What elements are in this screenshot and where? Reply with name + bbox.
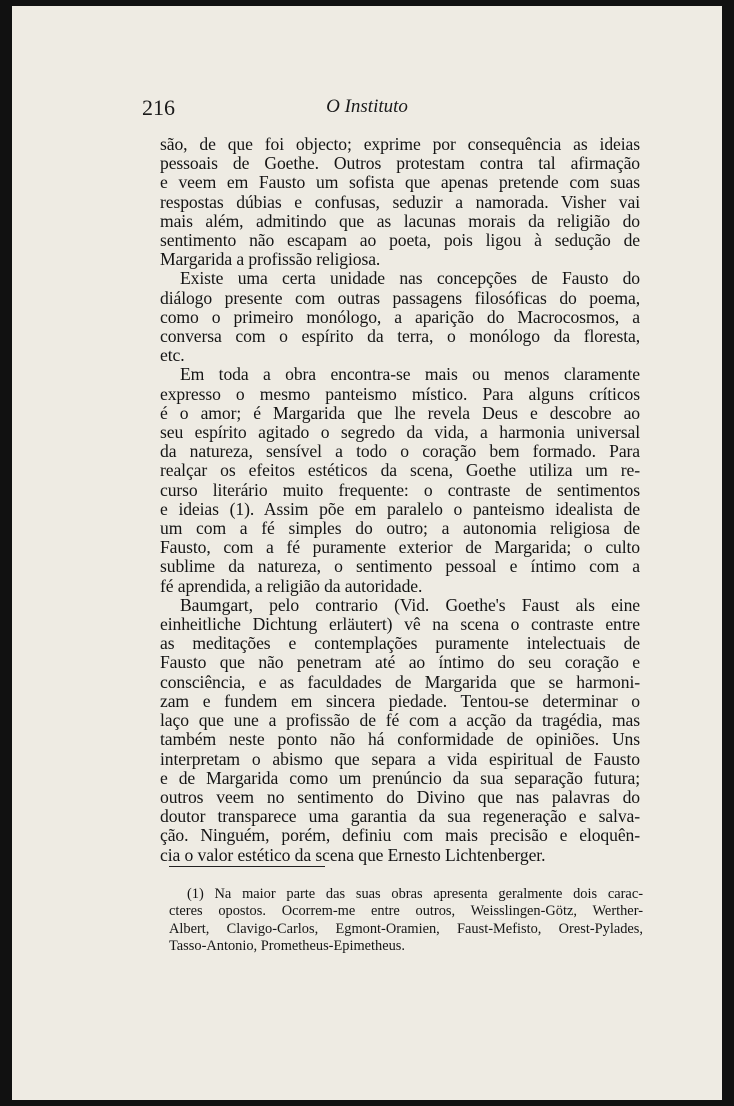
footnote-line: (1) Na maior parte das suas obras apresenta geralmente dois carac- [187, 886, 643, 902]
body-line: sublime da natureza, o sentimento pessoal e íntimo com a [160, 556, 640, 577]
body-line: laço que une a profissão de fé com a acção da tragédia, mas [160, 710, 640, 731]
running-title: O Instituto [326, 96, 408, 117]
footnote-line: Albert, Clavigo-Carlos, Egmont-Oramien, Faust-Mefisto, Orest-Pylades, [169, 920, 643, 937]
body-line: interpretam o abismo que separa a vida espiritual de Fausto [160, 748, 640, 769]
body-line: também neste ponto não há conformidade de opiniões. Uns [160, 729, 640, 750]
body-line: e ideias (1). Assim põe em paralelo o panteismo idealista de [160, 498, 640, 519]
body-line: einheitliche Dichtung erläutert) vê na scena o contraste entre [160, 614, 640, 635]
body-line: e veem em Fausto um sofista que apenas pretende com suas [160, 172, 640, 193]
body-line: é o amor; é Margarida que lhe revela Deus e descobre ao [160, 402, 640, 423]
footnote-rule [169, 866, 325, 867]
body-line: expresso o mesmo panteismo místico. Para alguns críticos [160, 383, 640, 404]
book-page [12, 6, 722, 1100]
body-line: da natureza, sensível a todo o coração bem formado. Para [160, 441, 640, 462]
body-line: zam e fundem em sincera piedade. Tentou-se determinar o [160, 690, 640, 711]
body-line: sentimento não escapam ao poeta, pois ligou à sedução de [160, 230, 640, 251]
body-line: um com a fé simples do outro; a autonomia religiosa de [160, 518, 640, 539]
footnote-line: cteres opostos. Ocorrem-me entre outros, Weisslingen-Götz, Werther- [169, 903, 643, 920]
body-line: fé aprendida, a religião da autoridade. [160, 575, 423, 596]
body-line: mais além, admitindo que as lacunas morais da religião do [160, 210, 640, 231]
body-line: respostas dúbias e confusas, seduzir a namorada. Visher vai [160, 191, 640, 212]
body-line: diálogo presente com outras passagens filosóficas do poema, [160, 287, 640, 308]
body-line: como o primeiro monólogo, a aparição do Macrocosmos, a [160, 306, 640, 327]
body-line: as meditações e contemplações puramente intelectuais de [160, 633, 640, 654]
body-line: outros veem no sentimento do Divino que nas palavras do [160, 786, 640, 807]
body-line: Existe uma certa unidade nas concepções de Fausto do [180, 268, 640, 289]
body-line: Margarida a profissão religiosa. [160, 249, 381, 270]
body-line: etc. [160, 345, 185, 366]
body-line: Fausto, com a fé puramente exterior de Margarida; o culto [160, 537, 640, 558]
body-line: pessoais de Goethe. Outros protestam contra tal afirmação [160, 153, 640, 174]
body-line: consciência, e as faculdades de Margarida que se harmoni- [160, 671, 640, 692]
body-line: conversa com o espírito da terra, o monólogo da floresta, [160, 326, 640, 347]
footnote-line: Tasso-Antonio, Prometheus-Epimetheus. [169, 937, 406, 954]
body-text [160, 135, 640, 865]
body-line: doutor transparece uma garantia da sua regeneração e salva- [160, 806, 640, 827]
page-header [12, 95, 722, 123]
body-line: seu espírito agitado o segredo da vida, a harmonia universal [160, 422, 640, 443]
body-line: ção. Ninguém, porém, definiu com mais precisão e eloquên- [160, 825, 640, 846]
body-line: e de Margarida como um prenúncio da sua separação futura; [160, 767, 640, 788]
page-number: 216 [142, 95, 175, 120]
body-line: Em toda a obra encontra-se mais ou menos claramente [180, 364, 640, 385]
body-line: Baumgart, pelo contrario (Vid. Goethe's Faust als eine [180, 594, 640, 615]
body-line: curso literário muito frequente: o contraste de sentimentos [160, 479, 640, 500]
body-line: cia o valor estético da scena que Ernesto Lichtenberger. [160, 844, 546, 865]
body-line: são, de que foi objecto; exprime por consequência as ideias [160, 134, 640, 154]
body-line: Fausto que não penetram até ao íntimo do seu coração e [160, 652, 640, 673]
footnote [169, 886, 643, 955]
body-line: realçar os efeitos estéticos da scena, Goethe utiliza um re- [160, 460, 640, 481]
